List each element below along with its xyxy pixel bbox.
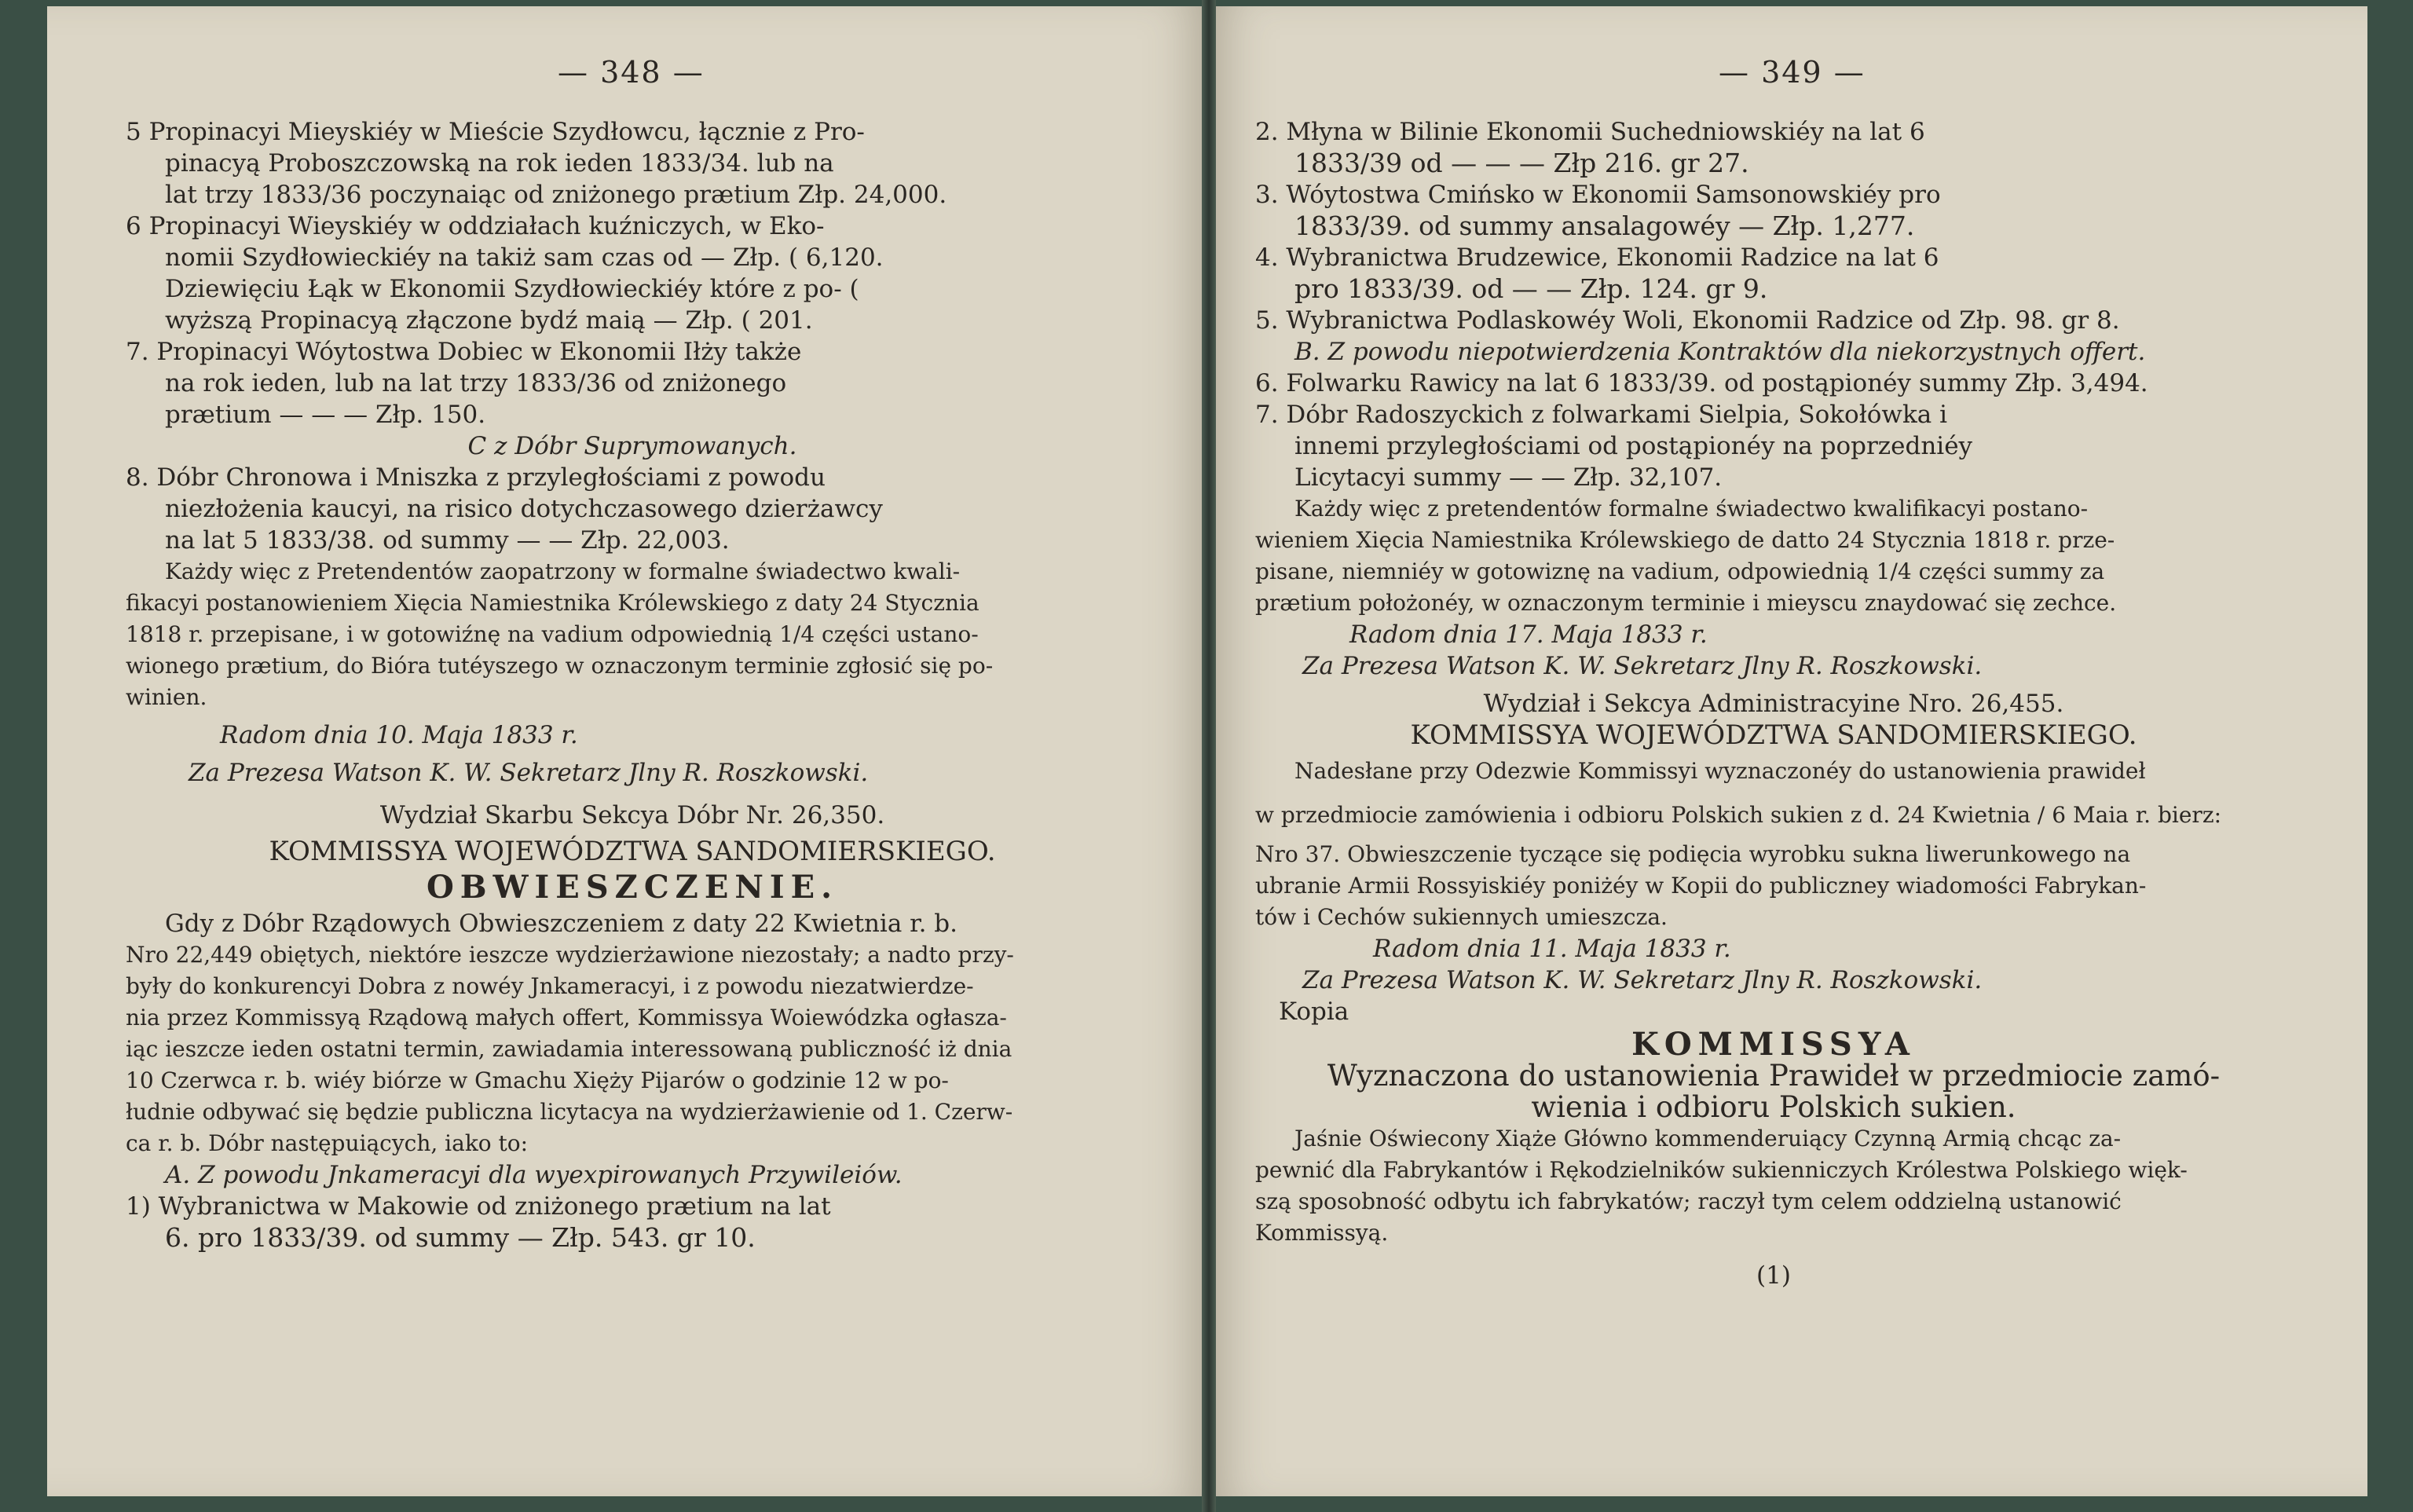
text-line: 6. Folwarku Rawicy na lat 6 1833/39. od postąpionéy summy Złp. 3,494. (1255, 369, 2148, 397)
signature-line: Za Prezesa Watson K. W. Sekretarz Jlny R. Roszkowski. (1302, 966, 1983, 994)
text-line: 3. Wóytostwa Cmińsko w Ekonomii Samsonowskiéy pro (1255, 181, 1941, 209)
text-line: na rok ieden, lub na lat trzy 1833/36 od zniżonego (165, 369, 787, 397)
text-line: Licytacyi summy — — Złp. 32,107. (1294, 463, 1723, 492)
commission-subtitle: Wyznaczona do ustanowienia Prawideł w przedmiocie zamó- (1327, 1059, 2221, 1093)
right-page-text (1255, 116, 2292, 1291)
text-line: nomii Szydłowieckiéy na takiż sam czas od — Złp. ( 6,120. (165, 243, 884, 272)
text-line: Każdy więc z pretendentów formalne świadectwo kwalifikacyi postano- (1294, 496, 2089, 522)
text-line: 6 Propinacyi Wieyskiéy w oddziałach kuźniczych, w Eko- (126, 212, 825, 240)
text-line: 1833/39. od summy ansalagowéy — Złp. 1,277. (1294, 211, 1915, 241)
text-line: pro 1833/39. od — — Złp. 124. gr 9. (1294, 273, 1768, 304)
text-line: wyższą Propinacyą złączone bydź maią — Złp. ( 201. (165, 306, 813, 335)
text-line: pewnić dla Fabrykantów i Rękodzielników sukienniczych Królestwa Polskiego więk- (1255, 1157, 2188, 1183)
date-line: Radom dnia 11. Maja 1833 r. (1373, 935, 1731, 963)
text-line: 4. Wybranictwa Brudzewice, Ekonomii Radzice na lat 6 (1255, 243, 1939, 272)
text-line: wionego prætium, do Bióra tutéyszego w oznaczonym terminie zgłosić się po- (126, 653, 994, 679)
text-line: iąc ieszcze ieden ostatni termin, zawiadamia interessowaną publiczność iż dnia (126, 1036, 1012, 1062)
text-line: ubranie Armii Rossyiskiéy poniżéy w Kopii do publiczney wiadomości Fabrykan- (1255, 873, 2147, 899)
text-line: prætium — — — Złp. 150. (165, 401, 486, 429)
text-line: winien. (126, 684, 207, 710)
text-line: 10 Czerwca r. b. wiéy biórze w Gmachu Xięży Pijarów o godzinie 12 w po- (126, 1067, 949, 1093)
text-line: na lat 5 1833/38. od summy — — Złp. 22,003. (165, 526, 730, 555)
text-line: 2. Młyna w Bilinie Ekonomii Suchedniowskiéy na lat 6 (1255, 118, 1925, 146)
text-line: Każdy więc z Pretendentów zaopatrzony w formalne świadectwo kwali- (165, 558, 961, 584)
text-line: Nro 37. Obwieszczenie tyczące się podięcia wyrobku sukna liwerunkowego na (1255, 841, 2131, 867)
text-line: 1) Wybranictwa w Makowie od zniżonego prætium na lat (126, 1192, 831, 1221)
signature-line: Za Prezesa Watson K. W. Sekretarz Jlny R. Roszkowski. (189, 759, 869, 787)
commission-title: KOMMISSYA (1631, 1026, 1916, 1063)
commission-subtitle: wienia i odbioru Polskich sukien. (1531, 1090, 2016, 1124)
announcement-title: OBWIESZCZENIE. (426, 869, 839, 906)
text-line: łudnie odbywać się będzie publiczna licytacya na wydzierżawienie od 1. Czerw- (126, 1099, 1013, 1125)
signature-line: Za Prezesa Watson K. W. Sekretarz Jlny R. Roszkowski. (1302, 652, 1983, 680)
department-line: Wydział Skarbu Sekcya Dóbr Nr. 26,350. (379, 801, 885, 829)
text-line: lat trzy 1833/36 poczynaiąc od zniżonego prætium Złp. 24,000. (165, 181, 947, 209)
text-line: pinacyą Proboszczowską na rok ieden 1833/34. lub na (165, 149, 834, 178)
right-page (1216, 6, 2367, 1496)
text-line: 7. Propinacyi Wóytostwa Dobiec w Ekonomii Iłży także (126, 338, 802, 366)
text-line: Kommissyą. (1255, 1220, 1389, 1246)
department-line: Wydział i Sekcya Administracyine Nro. 26,455. (1483, 690, 2064, 718)
commission-heading: KOMMISSYA WOJEWÓDZTWA SANDOMIERSKIEGO. (1410, 719, 2137, 751)
book-gutter (1202, 0, 1216, 1512)
text-line: prætium położonéy, w oznaczonym terminie i mieyscu znaydować się zechce. (1255, 590, 2117, 616)
section-heading: B. Z powodu niepotwierdzenia Kontraktów dla niekorzystnych offert. (1294, 338, 2146, 366)
text-line: fikacyi postanowieniem Xięcia Namiestnika Królewskiego z daty 24 Stycznia (126, 590, 979, 616)
page-number-349: — 349 — (1719, 55, 1866, 90)
text-line: Jaśnie Oświecony Xiąże Główno kommenderuiący Czynną Armią chcąc za- (1294, 1126, 2122, 1151)
text-line: Nro 22,449 obiętych, niektóre ieszcze wydzierżawione niezostały; a nadto przy- (126, 942, 1014, 968)
text-line: 8. Dóbr Chronowa i Mniszka z przyległościami z powodu (126, 463, 826, 492)
text-line: nia przez Kommissyą Rządową małych offert, Kommissya Woiewódzka ogłasza- (126, 1005, 1007, 1031)
text-line: ca r. b. Dóbr następuiących, iako to: (126, 1130, 529, 1156)
left-page (47, 6, 1202, 1496)
signature-mark: (1) (1756, 1261, 1791, 1290)
text-line: wieniem Xięcia Namiestnika Królewskiego de datto 24 Stycznia 1818 r. prze- (1255, 527, 2115, 553)
section-heading: C z Dóbr Suprymowanych. (467, 432, 797, 460)
text-line: 1833/39 od — — — Złp 216. gr 27. (1294, 148, 1749, 178)
text-line: tów i Cechów sukiennych umieszcza. (1255, 904, 1668, 930)
text-line: 1818 r. przepisane, i w gotowiźnę na vadium odpowiednią 1/4 części ustano- (126, 621, 979, 647)
text-line: w przedmiocie zamówienia i odbioru Polskich sukien z d. 24 Kwietnia / 6 Maia r. bierz: (1255, 802, 2222, 828)
section-heading: A. Z powodu Jnkameracyi dla wyexpirowanych Przywileiów. (165, 1161, 903, 1189)
commission-heading: KOMMISSYA WOJEWÓDZTWA SANDOMIERSKIEGO. (269, 836, 996, 867)
text-line: szą sposobność odbytu ich fabrykatów; raczył tym celem oddzielną ustanowić (1255, 1188, 2122, 1214)
text-line: 5. Wybranictwa Podlaskowéy Woli, Ekonomii Radzice od Złp. 98. gr 8. (1255, 306, 2120, 335)
text-line: niezłożenia kaucyi, na risico dotychczasowego dzierżawcy (165, 495, 883, 523)
date-line: Radom dnia 17. Maja 1833 r. (1349, 621, 1708, 649)
text-line: 6. pro 1833/39. od summy — Złp. 543. gr 10. (165, 1222, 756, 1253)
text-line: 5 Propinacyi Mieyskiéy w Mieście Szydłowcu, łącznie z Pro- (126, 118, 865, 146)
date-line: Radom dnia 10. Maja 1833 r. (220, 721, 578, 749)
text-line: 7. Dóbr Radoszyckich z folwarkami Sielpia, Sokołówka i (1255, 401, 1948, 429)
text-line: Nadesłane przy Odezwie Kommissyi wyznaczonéy do ustanowienia prawideł (1294, 758, 2146, 784)
page-number-348: — 348 — (558, 55, 705, 90)
copy-label: Kopia (1279, 998, 1349, 1026)
text-line: Dziewięciu Łąk w Ekonomii Szydłowieckiéy które z po- ( (165, 275, 859, 303)
text-line: pisane, niemniéy w gotowiznę na vadium, odpowiednią 1/4 części summy za (1255, 558, 2105, 584)
text-line: innemi przyległościami od postąpionéy na poprzedniéy (1294, 432, 1973, 460)
left-page-text (126, 116, 1139, 1254)
text-line: Gdy z Dóbr Rządowych Obwieszczeniem z daty 22 Kwietnia r. b. (165, 910, 958, 938)
text-line: były do konkurencyi Dobra z nowéy Jnkameracyi, i z powodu niezatwierdze- (126, 973, 974, 999)
